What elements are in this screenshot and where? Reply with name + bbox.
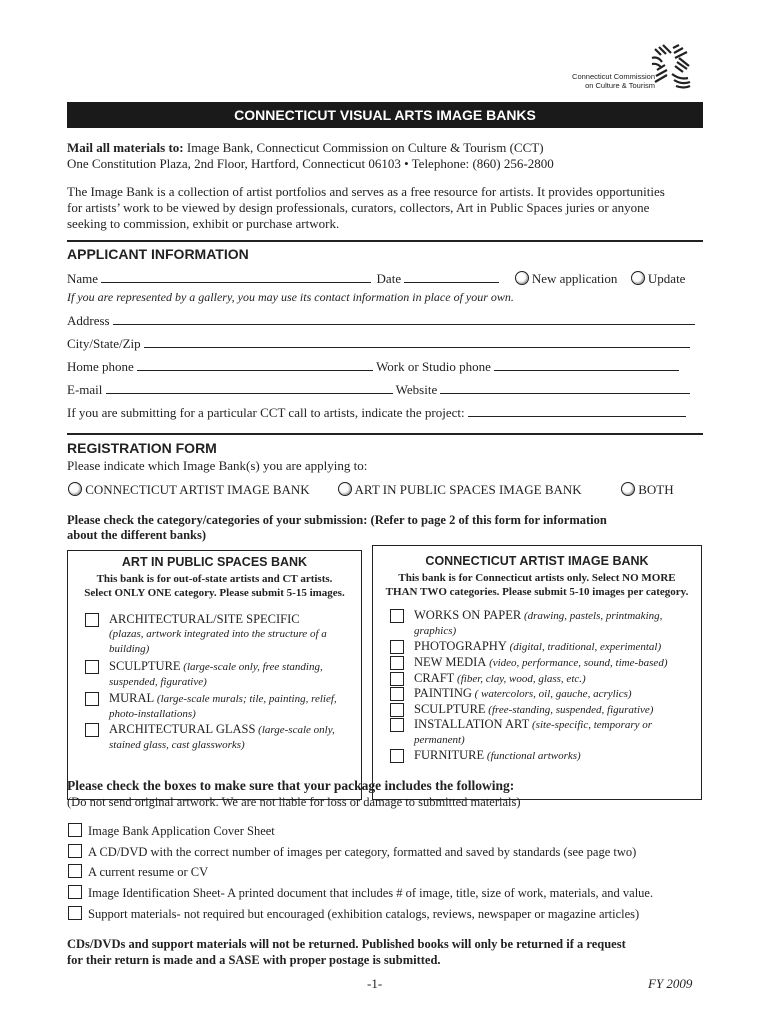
ct-works-on-paper-checkbox[interactable]	[390, 609, 404, 623]
address-field[interactable]	[113, 313, 695, 325]
name-label: Name	[67, 271, 99, 286]
address-row	[67, 313, 695, 329]
ct-new-media-checkbox[interactable]	[390, 656, 404, 670]
project-field[interactable]	[468, 405, 686, 417]
mail-line-2: One Constitution Plaza, 2nd Floor, Hartford, Connecticut 06103 • Telephone: (860) 256-2800	[67, 156, 554, 171]
aips-cat-name: ARCHITECTURAL GLASS	[109, 722, 256, 736]
fiscal-year: FY 2009	[648, 976, 693, 991]
email-label: E-mail	[67, 382, 103, 397]
aips-cat-desc: (plazas, artwork integrated into the structure of a	[109, 628, 327, 640]
home-phone-field[interactable]	[137, 359, 373, 371]
project-label: If you are submitting for a particular CCT call to artists, indicate the project:	[67, 405, 465, 420]
package-heading: Please check the boxes to make sure that your package includes the following:	[67, 778, 515, 793]
category-instruction-line-1: Please check the category/categories of your submission: (Refer to page 2 of this form for information	[67, 513, 607, 527]
package-item-label: Image Bank Application Cover Sheet	[88, 824, 275, 838]
both-radio[interactable]	[621, 482, 635, 496]
aips-bank-sub-2: Select ONLY ONE category. Please submit 5-15 images.	[84, 587, 345, 599]
page-number: -1-	[367, 976, 383, 991]
logo-line-2: on Culture & Tourism	[585, 81, 655, 90]
ct-cat-desc: (fiber, clay, wood, glass, etc.)	[454, 673, 586, 685]
ct-craft-checkbox[interactable]	[390, 672, 404, 686]
ct-cat-desc: permanent)	[414, 734, 465, 746]
aips-cat-mural	[109, 691, 354, 722]
ct-cat-name: CRAFT	[414, 671, 455, 685]
work-phone-field[interactable]	[494, 359, 679, 371]
aips-cat-name: ARCHITECTURAL/SITE SPECIFIC	[109, 612, 300, 626]
ct-sculpture-checkbox[interactable]	[390, 703, 404, 717]
aips-cat-name: SCULPTURE	[109, 659, 181, 673]
package-item	[68, 885, 653, 901]
ct-cat-furniture	[414, 748, 699, 764]
ct-cat-photography	[414, 639, 699, 655]
intro-line-1: The Image Bank is a collection of artist portfolios and serves as a free resource for artists. It provides opportunities	[67, 184, 665, 199]
ct-cat-desc: (digital, traditional, experimental)	[506, 641, 662, 653]
ct-cat-desc: graphics)	[414, 625, 457, 637]
ct-cat-craft	[414, 671, 699, 687]
ct-cat-name: FURNITURE	[414, 748, 485, 762]
return-policy	[67, 936, 717, 968]
work-phone-label: Work or Studio phone	[376, 359, 491, 374]
bank-option-ct[interactable]	[68, 482, 310, 498]
aips-cat-desc: building)	[109, 643, 150, 655]
aips-cat-architectural	[109, 612, 354, 657]
ct-bank-option-label: CONNECTICUT ARTIST IMAGE BANK	[85, 482, 310, 497]
address-label: Address	[67, 313, 110, 328]
ct-cat-desc: (site-specific, temporary or	[529, 719, 653, 731]
website-field[interactable]	[440, 382, 690, 394]
update-radio[interactable]	[631, 271, 645, 285]
aips-cat-desc: photo-installations)	[109, 708, 196, 720]
ct-cat-desc: (video, performance, sound, time-based)	[486, 657, 668, 669]
package-item	[68, 844, 636, 860]
new-application-label: New application	[531, 271, 618, 286]
phone-row	[67, 359, 679, 375]
update-label: Update	[647, 271, 686, 286]
package-item-checkbox[interactable]	[68, 844, 82, 858]
ct-cat-sculpture	[414, 702, 699, 718]
home-phone-label: Home phone	[67, 359, 134, 374]
category-instruction	[67, 513, 717, 543]
name-field[interactable]	[101, 271, 371, 283]
ct-cat-desc: ( watercolors, oil, gauche, acrylics)	[471, 688, 632, 700]
date-label: Date	[376, 271, 402, 286]
applicant-rule	[67, 240, 703, 242]
ct-cat-desc: (functional artworks)	[484, 750, 581, 762]
both-option-label: BOTH	[638, 482, 674, 497]
ct-cat-name: NEW MEDIA	[414, 655, 487, 669]
package-item-label: A current resume or CV	[88, 865, 209, 879]
ct-cat-desc: (free-standing, suspended, figurative)	[485, 704, 654, 716]
date-field[interactable]	[404, 271, 499, 283]
city-state-zip-field[interactable]	[144, 336, 690, 348]
intro-line-3: seeking to commission, exhibit or purchase artwork.	[67, 216, 340, 231]
registration-instruction: Please indicate which Image Bank(s) you are applying to:	[67, 458, 368, 473]
ct-cat-name: SCULPTURE	[414, 702, 486, 716]
city-label: City/State/Zip	[67, 336, 141, 351]
ct-bank-title: CONNECTICUT ARTIST IMAGE BANK	[425, 554, 649, 568]
ct-furniture-checkbox[interactable]	[390, 749, 404, 763]
package-item-label: A CD/DVD with the correct number of images per category, formatted and saved by standards (see page two)	[88, 845, 637, 859]
package-item-checkbox[interactable]	[68, 885, 82, 899]
package-item-checkbox[interactable]	[68, 823, 82, 837]
package-item	[68, 823, 275, 839]
ct-painting-checkbox[interactable]	[390, 687, 404, 701]
mail-label: Mail all materials to:	[67, 140, 184, 155]
package-item-label: Image Identification Sheet- A printed document that includes # of image, title, size of work, materials, and value.	[88, 886, 654, 900]
registration-heading: REGISTRATION FORM	[67, 440, 217, 456]
package-item-label: Support materials- not required but encouraged (exhibition catalogs, reviews, newspaper or magazine articles)	[88, 907, 640, 921]
new-application-radio[interactable]	[515, 271, 529, 285]
aips-architectural-checkbox[interactable]	[85, 613, 99, 627]
aips-mural-checkbox[interactable]	[85, 692, 99, 706]
aips-bank-title: ART IN PUBLIC SPACES BANK	[121, 555, 308, 569]
ct-cat-name: PAINTING	[414, 686, 472, 700]
aips-bank-sub-1: This bank is for out-of-state artists and CT artists.	[96, 573, 333, 585]
ct-installation-checkbox[interactable]	[390, 718, 404, 732]
logo-line-1: Connecticut Commission	[572, 72, 655, 81]
aips-sculpture-checkbox[interactable]	[85, 660, 99, 674]
aips-cat-glass	[109, 722, 354, 753]
gallery-note: If you are represented by a gallery, you may use its contact information in place of your own.	[67, 290, 514, 304]
ct-bank-sub-1: This bank is for Connecticut artists only. Select NO MORE	[398, 572, 676, 584]
ct-cat-new-media	[414, 655, 699, 671]
aips-bank-radio[interactable]	[338, 482, 352, 496]
intro-line-2: for artists’ work to be viewed by design professionals, curators, collectors, Art in Public Spaces juries or anyone	[67, 200, 650, 215]
intro-paragraph	[67, 184, 717, 232]
aips-cat-desc: suspended, figurative)	[109, 676, 207, 688]
ct-cat-name: PHOTOGRAPHY	[414, 639, 507, 653]
cct-logo	[560, 44, 710, 96]
aips-glass-checkbox[interactable]	[85, 723, 99, 737]
ct-cat-desc: (drawing, pastels, printmaking,	[521, 610, 663, 622]
website-label: Website	[395, 382, 438, 397]
ct-cat-installation	[414, 717, 699, 748]
registration-rule	[67, 433, 703, 435]
ct-cat-works-on-paper	[414, 608, 699, 639]
aips-cat-desc: (large-scale only, free standing,	[180, 661, 323, 673]
aips-cat-desc: stained glass, cast glassworks)	[109, 739, 245, 751]
aips-bank-option-label: ART IN PUBLIC SPACES IMAGE BANK	[354, 482, 582, 497]
bank-option-aips[interactable]	[338, 482, 582, 498]
category-instruction-line-2: about the different banks)	[67, 528, 207, 542]
package-item-checkbox[interactable]	[68, 906, 82, 920]
email-field[interactable]	[106, 382, 393, 394]
ct-cat-name: WORKS ON PAPER	[414, 608, 522, 622]
ct-cat-painting	[414, 686, 699, 702]
package-item	[68, 864, 208, 880]
project-row	[67, 405, 686, 421]
return-policy-line-1: CDs/DVDs and support materials will not be returned. Published books will only be returned if a request	[67, 937, 626, 951]
aips-cat-desc: (large-scale murals; tile, painting, relief,	[154, 693, 337, 705]
email-row	[67, 382, 690, 398]
bank-option-both[interactable]	[621, 482, 674, 498]
ct-photography-checkbox[interactable]	[390, 640, 404, 654]
aips-cat-desc: (large-scale only,	[255, 724, 335, 736]
mail-address-block	[67, 140, 707, 172]
ct-bank-radio[interactable]	[68, 482, 82, 496]
package-item	[68, 906, 639, 922]
return-policy-line-2: for their return is made and a SASE with proper postage is submitted.	[67, 953, 441, 967]
mail-line-1: Image Bank, Connecticut Commission on Culture & Tourism (CCT)	[183, 140, 544, 155]
package-note: (Do not send original artwork. We are not liable for loss or damage to submitted materials)	[67, 795, 521, 809]
name-row	[67, 271, 707, 287]
city-row	[67, 336, 690, 352]
ct-cat-name: INSTALLATION ART	[414, 717, 530, 731]
ct-bank-sub-2: THAN TWO categories. Please submit 5-10 images per category.	[385, 586, 689, 598]
page-title: CONNECTICUT VISUAL ARTS IMAGE BANKS	[67, 102, 703, 128]
aips-cat-sculpture	[109, 659, 354, 690]
aips-cat-name: MURAL	[109, 691, 155, 705]
applicant-heading: APPLICANT INFORMATION	[67, 246, 249, 262]
package-item-checkbox[interactable]	[68, 864, 82, 878]
